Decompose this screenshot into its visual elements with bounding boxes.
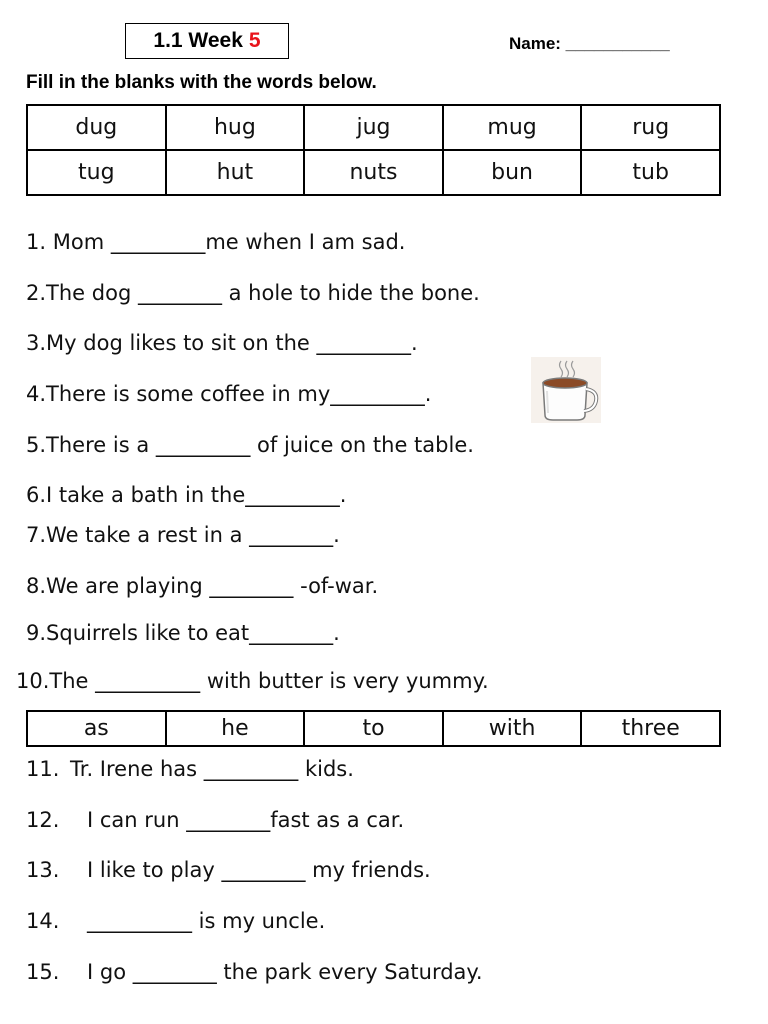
- question-number: 14.: [26, 909, 60, 933]
- question-7: [26, 523, 340, 547]
- question-text: We take a rest in a ________.: [46, 523, 340, 547]
- coffee-mug-icon: [531, 357, 601, 423]
- question-4: [26, 382, 431, 406]
- question-text: Tr. Irene has _________ kids.: [70, 757, 354, 781]
- title-week-number: 5: [248, 29, 261, 52]
- word-bank-cell: tub: [581, 150, 720, 195]
- question-1: [26, 230, 405, 254]
- question-5: [26, 433, 474, 457]
- question-13: [26, 858, 431, 882]
- word-bank-row: [27, 105, 720, 150]
- word-bank-cell: tug: [27, 150, 166, 195]
- word-bank-row: [27, 711, 720, 746]
- question-text: I like to play ________ my friends.: [87, 858, 431, 882]
- question-number: 1.: [26, 230, 47, 254]
- word-bank-cell: rug: [581, 105, 720, 150]
- question-text: The dog ________ a hole to hide the bone.: [46, 281, 480, 305]
- word-bank-cell: as: [27, 711, 166, 746]
- question-3: [26, 331, 418, 355]
- question-text: __________ is my uncle.: [87, 909, 326, 933]
- word-bank-1: [26, 104, 721, 196]
- word-bank-cell: he: [166, 711, 305, 746]
- question-number: 6.: [26, 483, 47, 507]
- question-text: There is a _________ of juice on the table.: [46, 433, 474, 457]
- name-field-label: Name: ___________: [509, 34, 670, 53]
- question-number: 11.: [26, 757, 60, 781]
- word-bank-cell: dug: [27, 105, 166, 150]
- question-6: [26, 483, 346, 507]
- title-prefix: 1.1 Week: [153, 29, 243, 52]
- question-text: Squirrels like to eat________.: [46, 621, 340, 645]
- word-bank-2: [26, 710, 721, 747]
- question-text: Mom _________me when I am sad.: [52, 230, 406, 254]
- word-bank-cell: hut: [166, 150, 305, 195]
- word-bank-cell: mug: [443, 105, 582, 150]
- question-12: [26, 808, 404, 832]
- question-text: I take a bath in the_________.: [46, 483, 347, 507]
- word-bank-cell: jug: [304, 105, 443, 150]
- question-9: [26, 621, 340, 645]
- question-text: We are playing ________ -of-war.: [46, 574, 379, 598]
- question-14: [26, 909, 325, 933]
- question-number: 8.: [26, 574, 47, 598]
- question-10: [16, 669, 489, 693]
- question-number: 13.: [26, 858, 60, 882]
- question-number: 3.: [26, 331, 47, 355]
- word-bank-cell: bun: [443, 150, 582, 195]
- question-text: My dog likes to sit on the _________.: [46, 331, 418, 355]
- question-11: [26, 757, 354, 781]
- worksheet-title: [125, 23, 289, 59]
- word-bank-cell: three: [581, 711, 720, 746]
- question-2: [26, 281, 480, 305]
- question-text: I go ________ the park every Saturday.: [87, 960, 483, 984]
- question-8: [26, 574, 378, 598]
- question-number: 15.: [26, 960, 60, 984]
- question-number: 4.: [26, 382, 47, 406]
- question-number: 9.: [26, 621, 47, 645]
- question-text: The __________ with butter is very yummy.: [49, 669, 489, 693]
- question-number: 10.: [16, 669, 50, 693]
- word-bank-cell: with: [443, 711, 582, 746]
- word-bank-cell: to: [304, 711, 443, 746]
- question-number: 7.: [26, 523, 47, 547]
- question-number: 5.: [26, 433, 47, 457]
- question-number: 2.: [26, 281, 47, 305]
- question-number: 12.: [26, 808, 60, 832]
- question-text: I can run ________fast as a car.: [87, 808, 405, 832]
- question-15: [26, 960, 483, 984]
- instruction-text: Fill in the blanks with the words below.: [26, 72, 377, 93]
- word-bank-cell: nuts: [304, 150, 443, 195]
- word-bank-cell: hug: [166, 105, 305, 150]
- word-bank-row: [27, 150, 720, 195]
- question-text: There is some coffee in my_________.: [46, 382, 432, 406]
